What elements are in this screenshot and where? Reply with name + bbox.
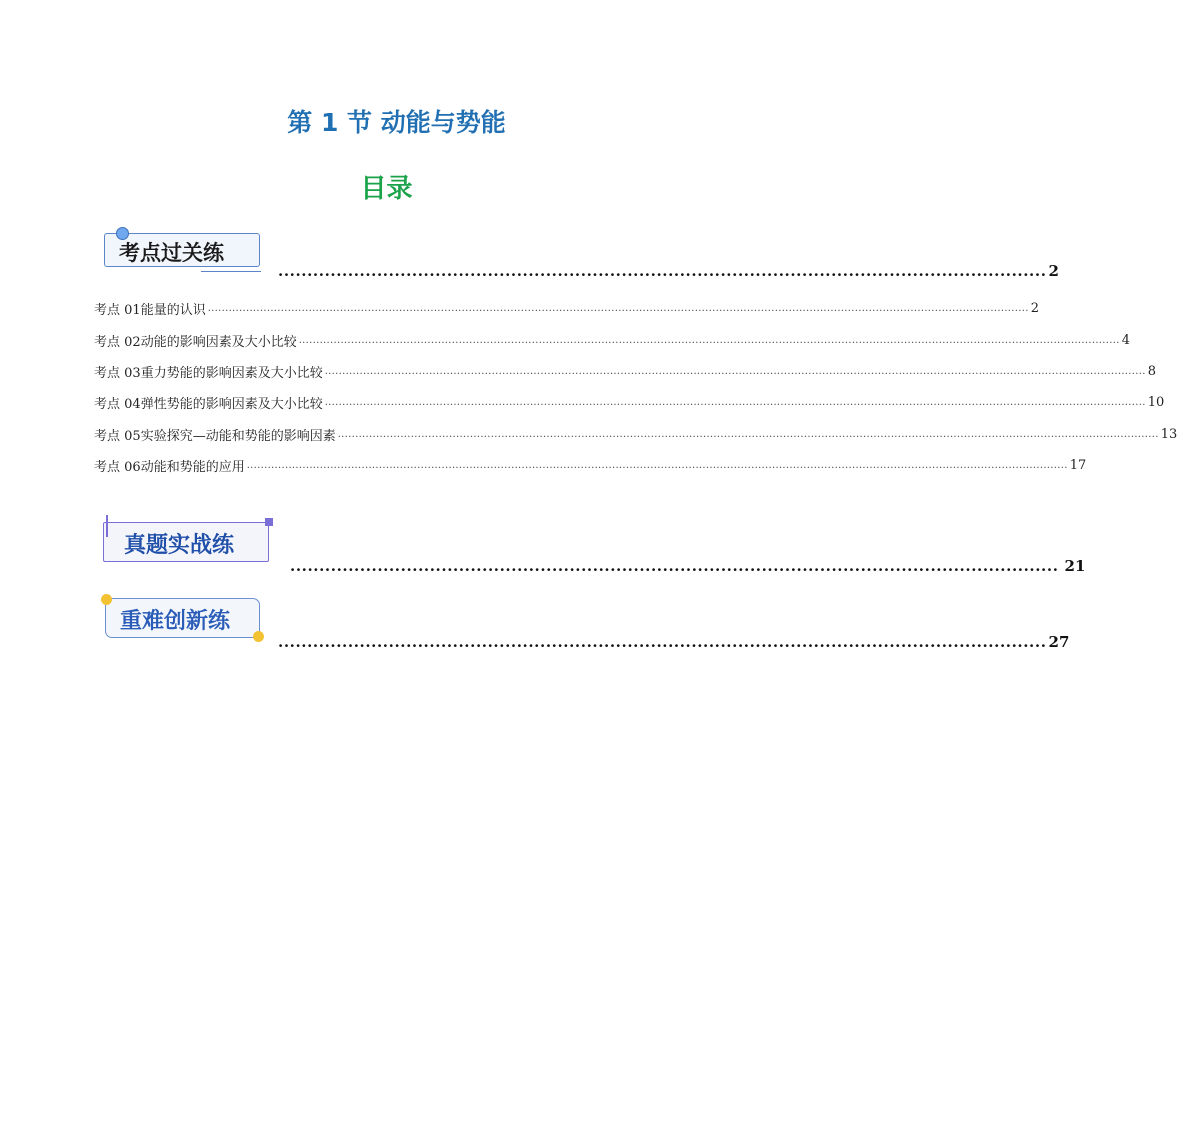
toc-entry-text: 动能和势能的应用 <box>140 460 245 476</box>
leader-dots: .................................................................................................................................... <box>290 557 1059 575</box>
toc-entry-text: 弹性势能的影响因素及大小比较 <box>140 397 323 413</box>
badge-underline <box>201 265 261 272</box>
badge-square-decoration <box>265 518 273 526</box>
badge-corner-dot-icon <box>101 594 112 605</box>
leader-dots: ............................................................................................................................................................................................................................................ <box>246 460 1068 472</box>
document-title: 第 1 节 动能与势能 <box>287 108 506 137</box>
leader-dots: ............................................................................................................................................................................................................................................ <box>324 397 1146 409</box>
toc-entry-page: 17 <box>1069 458 1087 474</box>
toc-entry[interactable] <box>94 324 1130 355</box>
toc-entry-number: 考点 05 <box>94 428 141 444</box>
toc-entry-page: 10 <box>1147 395 1165 411</box>
section-badge-kaodian[interactable] <box>104 233 260 267</box>
section-badge-label: 重难创新练 <box>120 609 231 634</box>
toc-entry-page: 2 <box>1030 301 1039 317</box>
section-badge-zhongnan[interactable] <box>105 598 260 638</box>
toc-entry-number: 考点 06 <box>94 460 141 476</box>
section-page: 2 <box>1048 262 1059 280</box>
badge-bar-decoration <box>106 515 108 537</box>
section-page: 21 <box>1064 557 1086 575</box>
section-leader-kaodian[interactable] <box>278 262 1059 280</box>
leader-dots: ............................................................................................................................................................................................................................................ <box>337 428 1159 440</box>
toc-entry-text: 能量的认识 <box>140 303 206 319</box>
section-badge-zhenti[interactable] <box>103 522 269 562</box>
toc-entry[interactable] <box>94 387 1165 418</box>
leader-dots: .................................................................................................................................... <box>278 633 1047 651</box>
section-badge-label: 考点过关练 <box>119 241 224 265</box>
toc-entry-text: 重力势能的影响因素及大小比较 <box>140 365 323 381</box>
toc-list <box>94 293 1177 481</box>
badge-dot-icon <box>116 227 129 240</box>
toc-heading: 目录 <box>360 174 413 204</box>
toc-entry-page: 4 <box>1121 332 1130 348</box>
toc-entry-text: 动能的影响因素及大小比较 <box>140 334 297 350</box>
toc-entry-number: 考点 04 <box>94 397 141 413</box>
toc-entry-number: 考点 01 <box>94 303 141 319</box>
section-badge-label: 真题实战练 <box>124 533 235 558</box>
toc-entry[interactable] <box>94 450 1087 481</box>
leader-dots: .................................................................................................................................... <box>278 262 1047 280</box>
section-leader-zhongnan[interactable] <box>278 633 1070 651</box>
toc-entry-page: 8 <box>1147 363 1156 379</box>
badge-corner-dot-icon <box>253 631 264 642</box>
toc-entry-page: 13 <box>1160 426 1177 442</box>
section-leader-zhenti[interactable] <box>290 557 1086 575</box>
toc-entry-number: 考点 03 <box>94 365 141 381</box>
leader-dots: ............................................................................................................................................................................................................................................ <box>324 365 1146 377</box>
leader-dots: ............................................................................................................................................................................................................................................ <box>207 303 1029 315</box>
toc-entry[interactable] <box>94 356 1156 387</box>
toc-entry-number: 考点 02 <box>94 334 141 350</box>
toc-entry[interactable] <box>94 293 1039 324</box>
toc-entry[interactable] <box>94 419 1177 450</box>
toc-entry-text: 实验探究—动能和势能的影响因素 <box>140 428 336 444</box>
leader-dots: ............................................................................................................................................................................................................................................ <box>298 334 1120 346</box>
section-page: 27 <box>1048 633 1070 651</box>
